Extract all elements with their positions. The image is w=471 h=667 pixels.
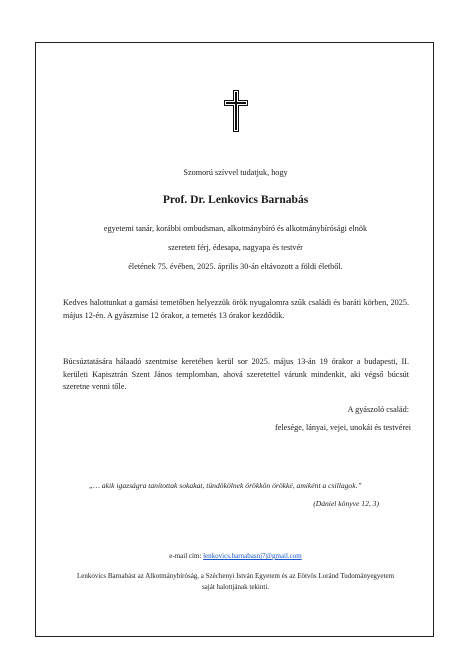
family-label: A gyászoló család:	[347, 405, 409, 414]
passing-text: életének 75. évében, 2025. április 30-án eltávozott a földi életből.	[128, 262, 343, 271]
footer-note-line2: saját halottjának tekinti.	[201, 583, 270, 591]
deceased-titles: egyetemi tanár, korábbi ombudsman, alkotmánybíró és alkotmánybírósági elnök	[103, 224, 368, 233]
family-members: felesége, lányai, vejei, unokái és testvérei	[275, 423, 411, 432]
deceased-relations: szeretett férj, édesapa, nagyapa és testvér	[168, 243, 303, 252]
funeral-paragraph: Kedves halottunkat a gamási temetőben helyezzük örök nyugalomra szűk családi és baráti körben, 2025. május 12-én. A gyászmise 12 órakor, a temetés 13 órakor kezdődik.	[63, 298, 409, 320]
mass-paragraph: Búcsúztatására hálaadó szentmise keretében kerül sor 2025. május 13-án 19 órakor a budapesti, II. kerületi Kapisztrán Szent János templomban, ahová szeretettel várunk mindenkit, aki végső búcsút szeretne venni tőle.	[63, 357, 409, 391]
email-line	[0, 552, 471, 560]
intro-text: Szomorú szívvel tudatjuk, hogy	[183, 168, 288, 177]
deceased-name: Prof. Dr. Lenkovics Barnabás	[162, 194, 309, 206]
quote-source: (Dániel könyve 12, 3)	[313, 499, 379, 508]
footer-note-line1: Lenkovics Barnabást az Alkotmánybíróság, a Széchenyi István Egyetem és az Eötvös Loránd Tudományegyetem	[76, 572, 395, 580]
email-label: e-mail cím:	[169, 552, 202, 560]
cross-icon	[224, 90, 248, 132]
bible-quote: „… akik igazságra tanítottak sokakat, tündökölnek örökkön örökké, amiként a csillagok.”	[89, 481, 362, 490]
email-link[interactable]: lenkovics.barnabasnj7@gmail.com	[203, 552, 302, 560]
